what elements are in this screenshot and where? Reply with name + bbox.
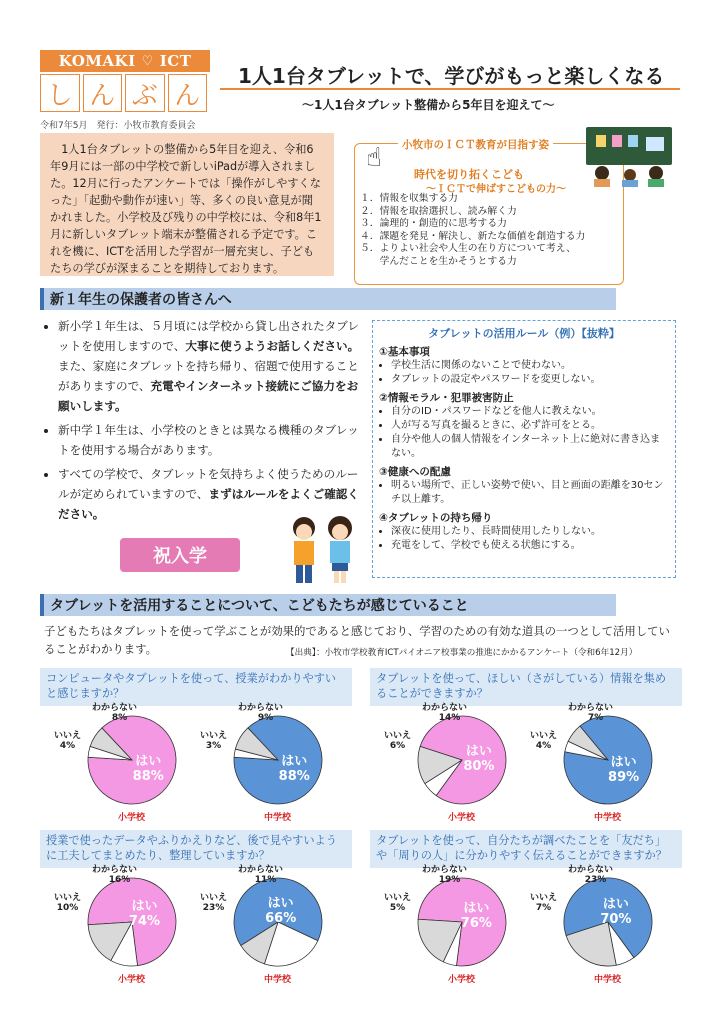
intro-box: 1人1台タブレットの整備から5年目を迎え、令和6年9月には一部の中学校で新しいiPadが導入されました。12月に行ったアンケートでは「操作がしやすくなった」「起動や動作が速い」等、多くの良い意見が聞かれました。小学校及び残りの中学校には、令和8年1月に新しいタブレット端末が整備される予定です。これを機に、ICTを活用した学習が一層充実し、子どもたちの学びが深まることを期待しております。 — [40, 133, 334, 276]
pie-label-no-name: いいえ — [54, 893, 82, 903]
pie-label-unknown-name: わからない — [238, 703, 284, 713]
rule-item: • 自分や他人の個人情報をインターネット上に絶対に書き込まない。 — [391, 433, 669, 461]
pie-label-no-value: 7% — [535, 903, 552, 913]
pie-label-no — [530, 890, 557, 913]
pie-label-unknown — [238, 862, 283, 885]
pie-label-yes-value: 66% — [265, 911, 297, 927]
goal-item: １．情報を収集する力 — [360, 193, 458, 204]
pie-label-unknown-value: 19% — [438, 875, 461, 885]
issue-info: 令和7年5月 発行：小牧市教育委員会 — [40, 121, 196, 131]
pie-label-unknown — [238, 700, 283, 723]
goal-item: ２．情報を取捨選択し、読み解く力 — [360, 205, 517, 217]
pie-label-unknown-name: わからない — [568, 703, 614, 713]
logo-char: し — [40, 74, 80, 112]
rule-heading: ③健康への配慮 — [379, 466, 451, 478]
school-label: 小学校 — [118, 813, 146, 823]
rule-list — [379, 525, 669, 553]
pie-label-no — [54, 890, 81, 913]
rule-item: • タブレットの設定やパスワードを変更しない。 — [391, 373, 669, 387]
pie-label-yes-name: はい — [281, 753, 308, 769]
note-text: また、家庭にタブレットを持ち帰り、宿題で使用することがありますので、 — [58, 359, 359, 393]
parents-notes — [40, 316, 360, 528]
pie-label-yes-name: はい — [602, 896, 629, 912]
pie-label-no — [54, 728, 81, 751]
pie-label-unknown-value: 23% — [584, 875, 607, 885]
goals-heading: 時代を切り拓くこども — [414, 168, 524, 181]
pie-label-unknown-name: わからない — [92, 865, 138, 875]
pie-label-yes-value: 80% — [463, 758, 495, 774]
goal-item: ４．課題を発見・解決し、新たな価値を創造する力 — [360, 230, 586, 242]
pie-label-no-value: 23% — [202, 903, 225, 913]
school-label: 中学校 — [594, 813, 622, 823]
pie-label-yes-value: 74% — [128, 914, 161, 930]
kids-summary: 子どもたちはタブレットを使って学ぶことが効果的であると感じており、学習のための有効な道具の一つとして活用していることがわかります。 — [44, 624, 670, 656]
pie-label-yes-value: 70% — [600, 911, 632, 927]
rule-item: • 学校生活に関係のないことで使わない。 — [391, 359, 669, 373]
logo-text-komaki: KOMAKI — [58, 52, 136, 70]
rule-heading: ④タブレットの持ち帰り — [379, 512, 493, 524]
rules-box — [372, 320, 676, 578]
goals-subheading: 〜ＩＣＴで伸ばすこどもの力〜 — [426, 184, 566, 195]
logo-top-bar — [40, 50, 210, 72]
classroom-illustration — [582, 127, 676, 187]
pie-label-no-name: いいえ — [384, 731, 412, 741]
pie-label-no — [384, 728, 411, 751]
school-label: 小学校 — [448, 813, 476, 823]
pie-label-yes-name: はい — [465, 743, 492, 759]
rule-list — [379, 479, 669, 507]
pie-label-unknown — [92, 700, 137, 723]
pie-label-unknown-name: わからない — [422, 865, 468, 875]
pie-label-no-value: 4% — [59, 741, 76, 751]
pie-label-no — [200, 890, 227, 913]
pie-label-yes-name: はい — [135, 753, 162, 769]
pie-label-yes-value: 88% — [278, 768, 310, 784]
school-label: 小学校 — [448, 975, 476, 985]
pie-label-no-name: いいえ — [200, 731, 228, 741]
pie-label-no — [384, 890, 411, 913]
pie-label-unknown — [568, 862, 613, 885]
logo-chars — [40, 74, 210, 112]
pie-label-yes — [133, 750, 164, 784]
pie-label-no-name: いいえ — [200, 893, 228, 903]
pie-label-yes — [608, 751, 639, 785]
note-text: すべての学校で、タブレットを気持ちよく使うためのルールが定められていますので、 — [58, 467, 359, 501]
survey-question: タブレットを使って、ほしい（さがしている）情報を集めることができますか？ — [370, 668, 682, 706]
goals-list — [360, 193, 628, 268]
pie-label-unknown-name: わからない — [238, 865, 284, 875]
logo-char: ん — [83, 74, 123, 112]
pie-label-unknown-name: わからない — [92, 703, 138, 713]
rule-item: • 自分のID・パスワードなどを他人に教えない。 — [391, 405, 669, 419]
rules-title: タブレットの活用ルール（例）【抜粋】 — [428, 327, 620, 340]
pie-label-unknown-value: 11% — [254, 875, 277, 885]
pie-label-no-value: 5% — [389, 903, 406, 913]
pie-label-yes — [265, 892, 296, 926]
logo — [40, 50, 210, 112]
pie-label-unknown-value: 9% — [257, 713, 274, 723]
pie-label-unknown-name: わからない — [422, 703, 468, 713]
pie-label-yes-name: はい — [131, 899, 158, 915]
pie-label-yes — [129, 895, 160, 929]
rule-item: • 深夜に使用したり、長時間使用したりしない。 — [391, 525, 669, 539]
rule-item: • 人が写る写真を撮るときに、必ず許可をとる。 — [391, 419, 669, 433]
students-illustration — [282, 510, 362, 590]
pie-label-unknown-value: 14% — [438, 713, 461, 723]
pie-label-no-name: いいえ — [384, 893, 412, 903]
pie-label-unknown — [568, 700, 613, 723]
survey-question: 授業で使ったデータやふりかえりなど、後で見やすいように工夫してまとめたり、整理していますか？ — [40, 830, 352, 868]
pie-label-yes — [279, 750, 310, 784]
goal-item: 学んだことを生かそうとする力 — [360, 255, 517, 267]
note-item — [58, 316, 360, 416]
pie-label-unknown — [422, 700, 467, 723]
pie-label-unknown-value: 8% — [111, 713, 128, 723]
school-label: 中学校 — [264, 975, 292, 985]
congrats-badge: 祝入学 — [120, 538, 240, 572]
school-label: 小学校 — [118, 975, 146, 985]
pie-label-yes — [461, 897, 492, 931]
goal-item: ３．論理的・創造的に思考する力 — [360, 218, 507, 229]
pie-label-no-value: 10% — [56, 903, 79, 913]
school-label: 中学校 — [264, 813, 292, 823]
section-header-parents: 新１年生の保護者の皆さんへ — [40, 288, 616, 310]
logo-char: ん — [168, 74, 208, 112]
pie-label-unknown-name: わからない — [568, 865, 614, 875]
goal-item: ５．よりよい社会や人生の在り方について考え、 — [360, 243, 576, 254]
rule-heading: ②情報モラル・犯罪被害防止 — [379, 392, 514, 404]
note-emphasis: 充電やインターネット接続にご協力をお願いします。 — [58, 379, 359, 413]
survey-question: コンピュータやタブレットを使って、授業がわかりやすいと感じますか？ — [40, 668, 352, 706]
pie-label-unknown-value: 16% — [108, 875, 131, 885]
page-title: 1人1台タブレットで、学びがもっと楽しくなる — [238, 64, 665, 88]
pie-label-no-value: 3% — [205, 741, 222, 751]
pointing-hand-icon: ☝ — [366, 143, 382, 173]
pie-label-yes — [463, 740, 494, 774]
pie-label-no — [200, 728, 227, 751]
source-note: 【出典】：小牧市学校教育ICTパイオニア校事業の推進にかかるアンケート（令和6年12月） — [286, 648, 638, 658]
pie-label-unknown — [92, 862, 137, 885]
pie-label-yes-value: 88% — [132, 768, 164, 784]
pie-label-yes-name: はい — [267, 896, 294, 912]
pie-label-yes-value: 76% — [460, 916, 492, 932]
pie-label-no-name: いいえ — [54, 731, 82, 741]
pie-label-no-value: 4% — [535, 741, 552, 751]
rule-heading: ①基本事項 — [379, 346, 430, 358]
pie-label-no — [530, 728, 557, 751]
logo-char: ぶ — [125, 74, 165, 112]
pie-label-yes-name: はい — [463, 901, 490, 917]
logo-text-ict: ICT — [159, 52, 192, 70]
note-emphasis: 大事に使うようお話しください。 — [185, 339, 360, 353]
section-header-kids: タブレットを活用することについて、こどもたちが感じていること — [40, 594, 616, 616]
rule-item: • 充電をして、学校でも使える状態にする。 — [391, 539, 669, 553]
note-item: • 新中学１年生は、小学校のときとは異なる機種のタブレットを使用する場合があります。 — [58, 420, 360, 460]
goals-tag: 小牧市のＩＣＴ教育が目指す姿 — [398, 137, 553, 152]
pie-label-yes — [600, 893, 631, 927]
pie-label-unknown-value: 7% — [587, 713, 604, 723]
rule-list — [379, 405, 669, 461]
rule-list — [379, 359, 669, 387]
survey-question: タブレットを使って、自分たちが調べたことを「友だち」や「周りの人」に分かりやすく伝えることができますか？ — [370, 830, 682, 868]
rule-item: • 明るい場所で、正しい姿勢で使い、目と画面の距離を30センチ以上離す。 — [391, 479, 669, 507]
pie-label-no-value: 6% — [389, 741, 406, 751]
pie-label-yes-value: 89% — [608, 770, 640, 786]
note-emphasis: まずはルールをよくご確認ください。 — [58, 487, 359, 521]
note-text: 新小学１年生は、５月頃には学校から貸し出されたタブレットを使用しますので、 — [58, 319, 359, 353]
pie-label-no-name: いいえ — [530, 731, 558, 741]
page-subtitle: 〜1人1台タブレット整備から5年目を迎えて〜 — [302, 98, 555, 112]
heart-icon: ♡ — [141, 53, 154, 69]
pie-label-unknown — [422, 862, 467, 885]
school-label: 中学校 — [594, 975, 622, 985]
pie-label-yes-name: はい — [610, 755, 637, 771]
pie-label-no-name: いいえ — [530, 893, 558, 903]
goals-box — [354, 133, 676, 283]
